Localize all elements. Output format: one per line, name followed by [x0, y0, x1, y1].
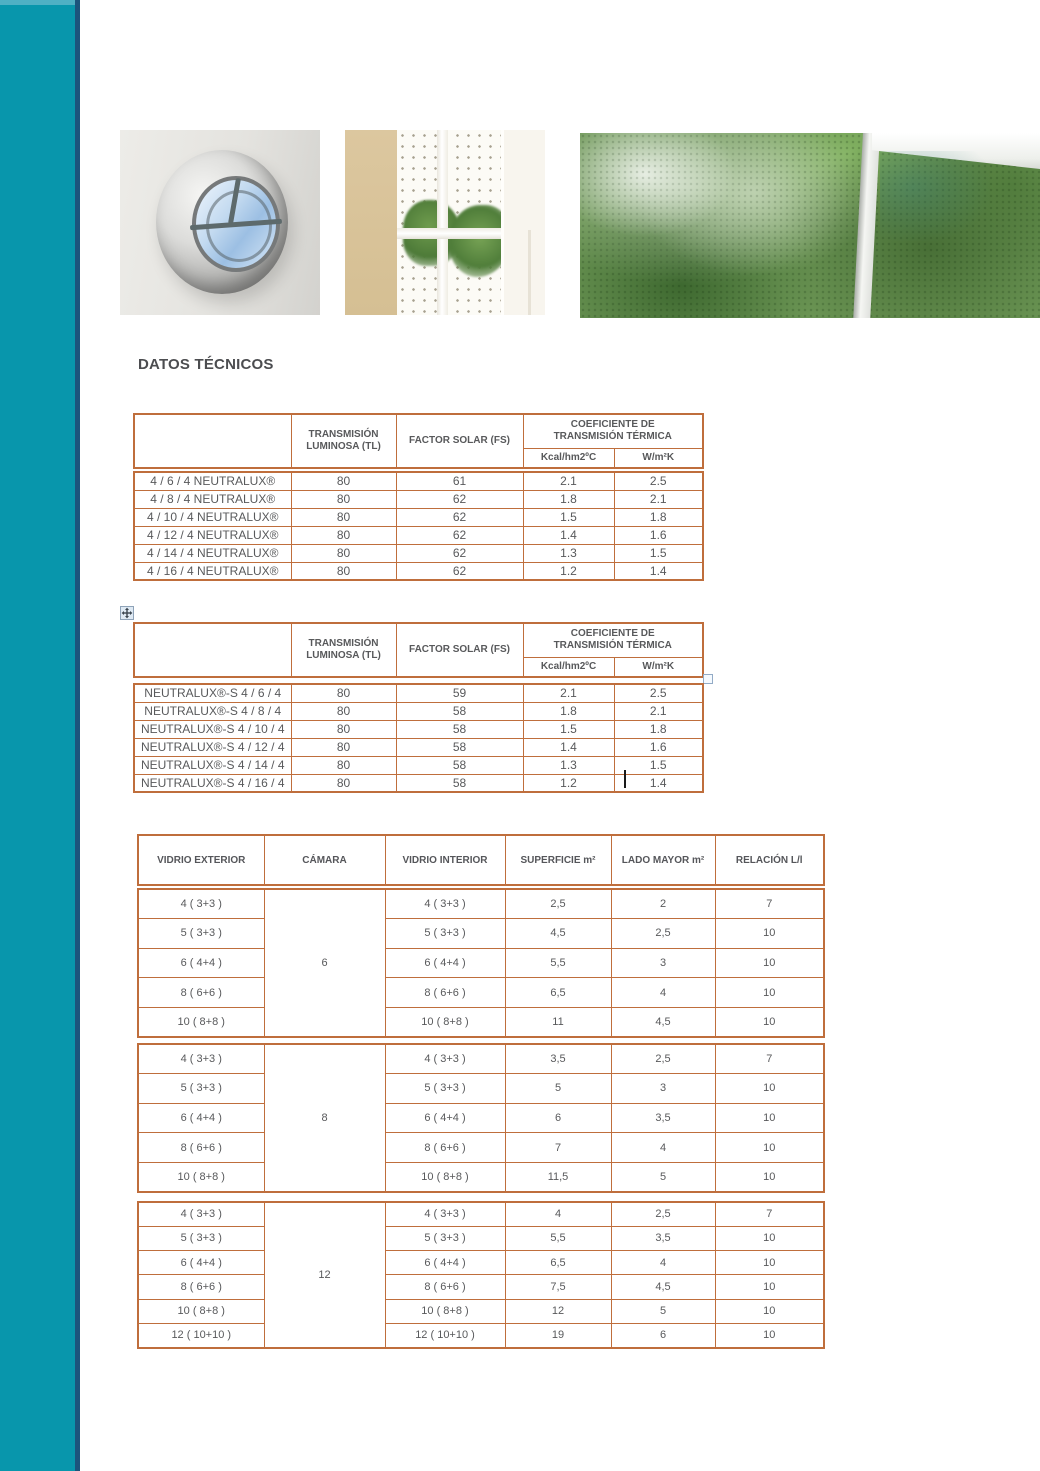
cell: 12 ( 10+10 )	[138, 1323, 264, 1347]
cell: 1.2	[523, 562, 614, 580]
cell: 3,5	[505, 1044, 611, 1074]
table-row	[138, 919, 824, 949]
product-cell: 4 / 14 / 4 NEUTRALUX®	[134, 544, 291, 562]
cell: 2.5	[614, 472, 703, 490]
cell: 3,5	[611, 1226, 715, 1250]
cell: 1.5	[614, 544, 703, 562]
cell: 6 ( 4+4 )	[385, 948, 505, 978]
table-row	[138, 1299, 824, 1323]
cell: 5,5	[505, 948, 611, 978]
cell: 58	[396, 702, 523, 720]
table-row	[138, 978, 824, 1008]
cell: 6 ( 4+4 )	[138, 948, 264, 978]
cell: 2.1	[523, 472, 614, 490]
cell: 4 ( 3+3 )	[138, 889, 264, 919]
product-cell: 4 / 8 / 4 NEUTRALUX®	[134, 490, 291, 508]
cell: 10	[715, 1226, 824, 1250]
table-row	[134, 562, 703, 580]
cell: 1.8	[614, 508, 703, 526]
table-row	[138, 1103, 824, 1133]
blank-header-cell	[134, 414, 291, 468]
header-superficie: SUPERFICIE m²	[505, 835, 611, 885]
cell: 1.4	[614, 562, 703, 580]
cell: 10	[715, 1299, 824, 1323]
cell: 8 ( 6+6 )	[138, 1133, 264, 1163]
table-row	[138, 1323, 824, 1347]
cell: 10 ( 8+8 )	[138, 1299, 264, 1323]
cell: 80	[291, 774, 396, 792]
cell: 4 ( 3+3 )	[138, 1044, 264, 1074]
cell: 62	[396, 508, 523, 526]
glass-reflection	[580, 133, 847, 318]
cell: 10	[715, 1275, 824, 1299]
cell: 10 ( 8+8 )	[138, 1162, 264, 1192]
cell: 6 ( 4+4 )	[138, 1103, 264, 1133]
cell: 10	[715, 1323, 824, 1347]
cell: 4 ( 3+3 )	[385, 1044, 505, 1074]
cell: 80	[291, 508, 396, 526]
cell: 80	[291, 562, 396, 580]
cell: 2,5	[611, 919, 715, 949]
table-row	[138, 1007, 824, 1037]
cell: 5,5	[505, 1226, 611, 1250]
table-row	[138, 1133, 824, 1163]
cell: 4	[611, 1133, 715, 1163]
cell: 10 ( 8+8 )	[385, 1007, 505, 1037]
table-row	[138, 1251, 824, 1275]
text-cursor	[624, 770, 626, 788]
cell: 10	[715, 1007, 824, 1037]
beige-wall	[345, 130, 397, 315]
camara-cell: 6	[264, 889, 385, 1037]
cell: 12 ( 10+10 )	[385, 1323, 505, 1347]
cell: 4 ( 3+3 )	[385, 889, 505, 919]
cell: 10	[715, 1162, 824, 1192]
table3-block-camara-6	[137, 888, 825, 1038]
cell: 10 ( 8+8 )	[385, 1299, 505, 1323]
table-row	[138, 1275, 824, 1299]
header-transmision-luminosa: TRANSMISIÓN LUMINOSA (TL)	[291, 623, 396, 677]
table3-header	[137, 834, 825, 886]
cell: 80	[291, 490, 396, 508]
table-row	[134, 756, 703, 774]
cell: 2,5	[505, 889, 611, 919]
cell: 7	[715, 889, 824, 919]
table3-block-camara-8	[137, 1043, 825, 1193]
cell: 6 ( 4+4 )	[138, 1251, 264, 1275]
photo-lattice-window	[345, 130, 545, 315]
cell: 3	[611, 948, 715, 978]
table2-data	[133, 683, 704, 793]
cell: 6	[611, 1323, 715, 1347]
cell: 62	[396, 544, 523, 562]
cell: 80	[291, 684, 396, 702]
cell: 58	[396, 738, 523, 756]
cell: 4	[505, 1202, 611, 1226]
cell: 5	[611, 1162, 715, 1192]
cell: 10	[715, 1133, 824, 1163]
product-cell: 4 / 12 / 4 NEUTRALUX®	[134, 526, 291, 544]
cell: 2	[611, 889, 715, 919]
cell: 80	[291, 702, 396, 720]
cell: 5 ( 3+3 )	[385, 1226, 505, 1250]
table3-block-camara-12	[137, 1201, 825, 1349]
table-row	[134, 544, 703, 562]
cell: 4,5	[505, 919, 611, 949]
table1-header	[133, 413, 704, 469]
product-cell: NEUTRALUX®-S 4 / 6 / 4	[134, 684, 291, 702]
cell: 5 ( 3+3 )	[385, 1074, 505, 1104]
table-row	[134, 702, 703, 720]
cell: 5	[505, 1074, 611, 1104]
cell: 1.8	[523, 702, 614, 720]
table-row	[134, 490, 703, 508]
cell: 80	[291, 738, 396, 756]
cell: 8 ( 6+6 )	[385, 1275, 505, 1299]
cell: 11,5	[505, 1162, 611, 1192]
table-row	[138, 948, 824, 978]
cell: 11	[505, 1007, 611, 1037]
header-vidrio-interior: VIDRIO INTERIOR	[385, 835, 505, 885]
cell: 1.4	[523, 526, 614, 544]
cell: 4	[611, 1251, 715, 1275]
table-row	[134, 526, 703, 544]
table-row	[134, 472, 703, 490]
cell: 62	[396, 526, 523, 544]
cell: 1.8	[523, 490, 614, 508]
header-transmision-luminosa: TRANSMISIÓN LUMINOSA (TL)	[291, 414, 396, 468]
cell: 80	[291, 756, 396, 774]
header-wm2k: W/m²K	[614, 657, 703, 677]
blank-header-cell	[134, 623, 291, 677]
photo-porthole-window	[120, 130, 320, 315]
cell: 7	[715, 1044, 824, 1074]
cell: 4,5	[611, 1007, 715, 1037]
cell: 10	[715, 978, 824, 1008]
cell: 4	[611, 978, 715, 1008]
header-wm2k: W/m²K	[614, 448, 703, 468]
cell: 5	[611, 1299, 715, 1323]
cell: 6,5	[505, 978, 611, 1008]
cell: 58	[396, 720, 523, 738]
table-row	[134, 720, 703, 738]
table-move-icon[interactable]	[120, 606, 134, 620]
header-factor-solar: FACTOR SOLAR (FS)	[396, 623, 523, 677]
cell: 4,5	[611, 1275, 715, 1299]
cell: 6 ( 4+4 )	[385, 1251, 505, 1275]
table-resize-handle-icon[interactable]	[703, 674, 713, 684]
cell: 6 ( 4+4 )	[385, 1103, 505, 1133]
cell: 6,5	[505, 1251, 611, 1275]
cell: 1.5	[614, 756, 703, 774]
table-row	[138, 1074, 824, 1104]
product-cell: 4 / 10 / 4 NEUTRALUX®	[134, 508, 291, 526]
cell: 3	[611, 1074, 715, 1104]
cell: 59	[396, 684, 523, 702]
table-row	[134, 684, 703, 702]
glass-tint	[880, 151, 990, 241]
cell: 58	[396, 756, 523, 774]
table-row	[138, 1162, 824, 1192]
cell: 1.5	[523, 720, 614, 738]
product-cell: NEUTRALUX®-S 4 / 14 / 4	[134, 756, 291, 774]
product-cell: NEUTRALUX®-S 4 / 8 / 4	[134, 702, 291, 720]
table-row	[138, 1202, 824, 1226]
cell: 3,5	[611, 1103, 715, 1133]
product-cell: NEUTRALUX®-S 4 / 12 / 4	[134, 738, 291, 756]
page-title: DATOS TÉCNICOS	[138, 356, 274, 373]
photo-corner-window-trees	[580, 133, 1040, 318]
cell: 6	[505, 1103, 611, 1133]
cell: 1.4	[614, 774, 703, 792]
product-cell: NEUTRALUX®-S 4 / 10 / 4	[134, 720, 291, 738]
cell: 80	[291, 472, 396, 490]
product-cell: 4 / 6 / 4 NEUTRALUX®	[134, 472, 291, 490]
cell: 1.4	[523, 738, 614, 756]
cell: 62	[396, 562, 523, 580]
cell: 61	[396, 472, 523, 490]
cell: 7	[715, 1202, 824, 1226]
cell: 1.6	[614, 738, 703, 756]
camara-cell: 8	[264, 1044, 385, 1192]
table1-data	[133, 471, 704, 581]
cell: 1.3	[523, 544, 614, 562]
table-row	[138, 1044, 824, 1074]
cell: 58	[396, 774, 523, 792]
cell: 8 ( 6+6 )	[138, 978, 264, 1008]
cell: 10 ( 8+8 )	[385, 1162, 505, 1192]
header-lado-mayor: LADO MAYOR m²	[611, 835, 715, 885]
cell: 80	[291, 720, 396, 738]
cell: 10	[715, 1251, 824, 1275]
cell: 8 ( 6+6 )	[385, 978, 505, 1008]
product-cell: NEUTRALUX®-S 4 / 16 / 4	[134, 774, 291, 792]
cell: 7,5	[505, 1275, 611, 1299]
header-factor-solar: FACTOR SOLAR (FS)	[396, 414, 523, 468]
cell: 2.1	[614, 490, 703, 508]
table-row	[138, 1226, 824, 1250]
panel-groove	[528, 230, 531, 315]
cell: 1.5	[523, 508, 614, 526]
cell: 4 ( 3+3 )	[138, 1202, 264, 1226]
window-frame-horizontal	[397, 228, 501, 239]
cell: 10	[715, 948, 824, 978]
header-kcal: Kcal/hm2ºC	[523, 657, 614, 677]
cell: 80	[291, 526, 396, 544]
white-panel	[501, 130, 545, 315]
cell: 8 ( 6+6 )	[385, 1133, 505, 1163]
header-camara: CÁMARA	[264, 835, 385, 885]
cell: 5 ( 3+3 )	[138, 1226, 264, 1250]
cell: 10 ( 8+8 )	[138, 1007, 264, 1037]
header-coeficiente: COEFICIENTE DE TRANSMISIÓN TÉRMICA	[523, 623, 703, 657]
cell: 5 ( 3+3 )	[385, 919, 505, 949]
cell: 1.8	[614, 720, 703, 738]
cell: 1.2	[523, 774, 614, 792]
cell: 80	[291, 544, 396, 562]
table2-header	[133, 622, 704, 678]
cell: 2,5	[611, 1202, 715, 1226]
cell: 2,5	[611, 1044, 715, 1074]
table-row	[134, 508, 703, 526]
cell: 19	[505, 1323, 611, 1347]
cell: 2.5	[614, 684, 703, 702]
table-row	[134, 738, 703, 756]
table-row	[134, 774, 703, 792]
header-coeficiente: COEFICIENTE DE TRANSMISIÓN TÉRMICA	[523, 414, 703, 448]
cell: 8 ( 6+6 )	[138, 1275, 264, 1299]
window-corner-post	[853, 133, 881, 318]
left-accent-bar	[0, 0, 80, 1471]
cell: 5 ( 3+3 )	[138, 919, 264, 949]
cell: 5 ( 3+3 )	[138, 1074, 264, 1104]
product-cell: 4 / 16 / 4 NEUTRALUX®	[134, 562, 291, 580]
cell: 1.3	[523, 756, 614, 774]
camara-cell: 12	[264, 1202, 385, 1348]
window-frame-vertical	[437, 130, 448, 315]
cell: 2.1	[523, 684, 614, 702]
cell: 10	[715, 1103, 824, 1133]
header-vidrio-exterior: VIDRIO EXTERIOR	[138, 835, 264, 885]
header-kcal: Kcal/hm2ºC	[523, 448, 614, 468]
cell: 1.6	[614, 526, 703, 544]
cell: 7	[505, 1133, 611, 1163]
cell: 12	[505, 1299, 611, 1323]
table-row	[138, 889, 824, 919]
cell: 2.1	[614, 702, 703, 720]
header-relacion: RELACIÓN L/l	[715, 835, 824, 885]
cell: 10	[715, 1074, 824, 1104]
cell: 62	[396, 490, 523, 508]
cell: 10	[715, 919, 824, 949]
cell: 4 ( 3+3 )	[385, 1202, 505, 1226]
